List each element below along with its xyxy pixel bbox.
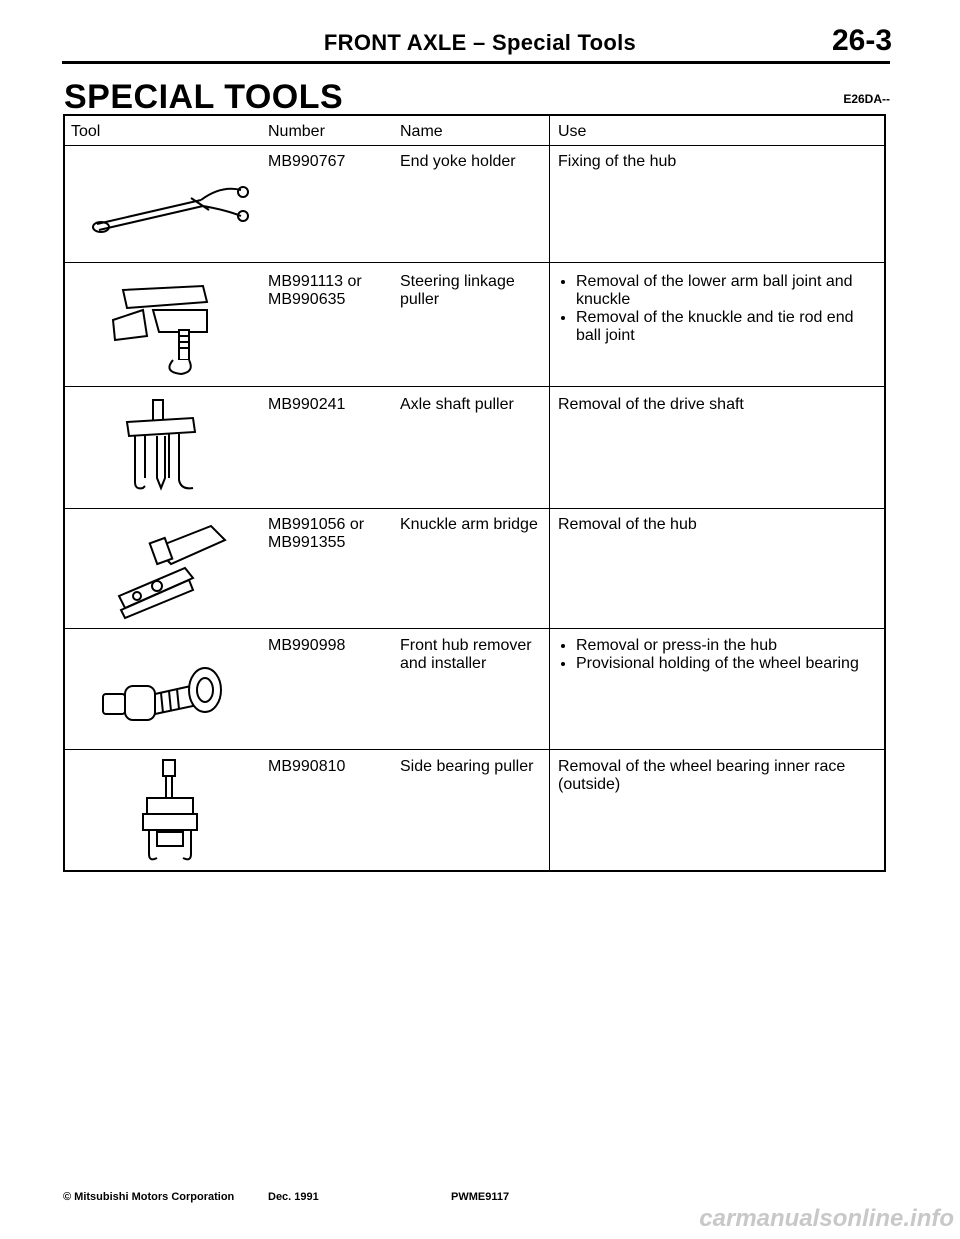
tool-use: Removal of the hub	[558, 516, 697, 533]
steering-linkage-puller-icon	[103, 280, 223, 378]
column-header-name: Name	[400, 123, 443, 140]
section-title: SPECIAL TOOLS	[64, 78, 344, 116]
footer-copyright: © Mitsubishi Motors Corporation	[63, 1191, 235, 1203]
row-divider	[65, 508, 884, 509]
footer-code: PWME9117	[451, 1191, 510, 1203]
tool-number: MB991056 or MB991355	[268, 516, 365, 551]
tool-use: Removal of the drive shaft	[558, 396, 744, 413]
section-code: E26DA--	[843, 92, 890, 106]
tool-number: MB991113 or MB990635	[268, 273, 362, 308]
row-divider	[65, 628, 884, 629]
column-divider	[549, 116, 550, 870]
row-divider	[65, 749, 884, 750]
tool-name: Axle shaft puller	[400, 396, 514, 413]
watermark: carmanualsonline.info	[699, 1205, 954, 1232]
knuckle-arm-bridge-icon	[115, 518, 235, 623]
footer-date: Dec. 1991	[268, 1191, 319, 1203]
front-hub-remover-icon	[101, 656, 231, 726]
tool-use: Removal of the wheel bearing inner race (outside)	[558, 758, 846, 793]
tool-number: MB990810	[268, 758, 346, 775]
tool-number: MB990998	[268, 637, 346, 654]
tool-name: Steering linkage puller	[400, 273, 515, 308]
tool-name: Front hub remover and installer	[400, 637, 532, 672]
tool-name: Knuckle arm bridge	[400, 516, 538, 533]
end-yoke-holder-icon	[91, 180, 251, 235]
tool-number: MB990767	[268, 153, 346, 170]
row-divider	[65, 262, 884, 263]
page-header-title: FRONT AXLE – Special Tools	[323, 30, 637, 55]
special-tools-table	[63, 114, 886, 872]
column-header-use: Use	[558, 123, 587, 140]
axle-shaft-puller-icon	[123, 398, 203, 498]
side-bearing-puller-icon	[137, 758, 203, 866]
tool-use: Fixing of the hub	[558, 153, 677, 170]
tool-name: Side bearing puller	[400, 758, 534, 775]
header-rule	[62, 61, 890, 64]
column-header-number: Number	[268, 123, 325, 140]
tool-number: MB990241	[268, 396, 346, 413]
tool-use: • Removal or press-in the hub • Provisional holding of the wheel bearing	[558, 637, 878, 673]
tool-name: End yoke holder	[400, 153, 516, 170]
tool-use: • Removal of the lower arm ball joint and knuckle • Removal of the knuckle and tie rod end ball joint	[558, 273, 878, 345]
header-divider	[65, 145, 884, 146]
column-header-tool: Tool	[71, 123, 101, 140]
row-divider	[65, 386, 884, 387]
page-number: 26-3	[831, 24, 892, 57]
